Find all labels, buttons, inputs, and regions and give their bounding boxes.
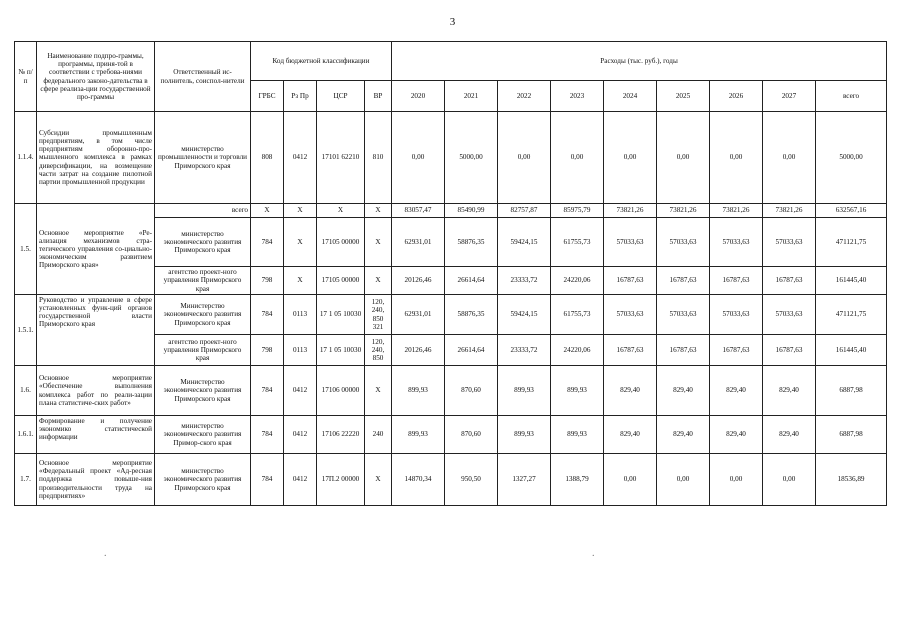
- value-cell: 899,93: [551, 416, 604, 454]
- value-cell: 16787,63: [657, 335, 710, 366]
- total-cell: 5000,00: [816, 112, 887, 204]
- row-executor: министерство экономического развития Приморского края: [155, 218, 251, 267]
- total-cell: 161445,40: [816, 335, 887, 366]
- value-cell: 57033,63: [604, 218, 657, 267]
- row-grbs: 784: [251, 416, 284, 454]
- value-cell: 16787,63: [763, 267, 816, 295]
- row-vr: 240: [365, 416, 392, 454]
- row-vr: Х: [365, 454, 392, 506]
- total-cell: 6887,98: [816, 366, 887, 416]
- value-cell: 0,00: [604, 112, 657, 204]
- value-cell: 899,93: [498, 416, 551, 454]
- row-csr: 17 1 05 10030: [317, 335, 365, 366]
- value-cell: 85490,99: [445, 204, 498, 218]
- footer-mark: .: [104, 548, 107, 559]
- value-cell: 16787,63: [657, 267, 710, 295]
- value-cell: 16787,63: [710, 267, 763, 295]
- table-row: [15, 366, 887, 416]
- value-cell: 59424,15: [498, 295, 551, 335]
- value-cell: 14870,34: [392, 454, 445, 506]
- header-vr: ВР: [365, 81, 392, 112]
- value-cell: 62931,01: [392, 218, 445, 267]
- value-cell: 16787,63: [604, 335, 657, 366]
- header-year: 2023: [551, 81, 604, 112]
- row-grbs: 784: [251, 218, 284, 267]
- value-cell: 1327,27: [498, 454, 551, 506]
- row-no: 1.7.: [15, 454, 37, 506]
- row-name: Основное мероприятие «Федеральный проект «Ад-ресная поддержка повыше-ния производительности труда на предприятиях»: [37, 454, 155, 506]
- value-cell: 0,00: [710, 112, 763, 204]
- row-csr: 17106 22220: [317, 416, 365, 454]
- table-row: [15, 454, 887, 506]
- value-cell: 0,00: [657, 112, 710, 204]
- value-cell: 16787,63: [604, 267, 657, 295]
- value-cell: 82757,87: [498, 204, 551, 218]
- value-cell: 85975,79: [551, 204, 604, 218]
- row-rzpr: 0113: [284, 295, 317, 335]
- row-name: Руководство и управление в сфере установленных функ-ций органов государственной власти Приморского края: [37, 295, 155, 366]
- row-vr: Х: [365, 366, 392, 416]
- value-cell: 829,40: [710, 416, 763, 454]
- header-year: 2025: [657, 81, 710, 112]
- row-grbs: 784: [251, 454, 284, 506]
- row-grbs: 784: [251, 295, 284, 335]
- value-cell: 24220,06: [551, 335, 604, 366]
- row-name: Основное мероприятие «Ре-ализация механизмов стра-тегического управления со-циально-экономическим развитием Приморского края»: [37, 204, 155, 295]
- total-cell: 161445,40: [816, 267, 887, 295]
- value-cell: 23333,72: [498, 267, 551, 295]
- row-executor: всего: [155, 204, 251, 218]
- value-cell: 58876,35: [445, 218, 498, 267]
- value-cell: 829,40: [763, 416, 816, 454]
- value-cell: 16787,63: [763, 335, 816, 366]
- value-cell: 0,00: [498, 112, 551, 204]
- row-csr: 17105 00000: [317, 267, 365, 295]
- header-row-1: [15, 42, 887, 81]
- budget-table: [14, 41, 887, 506]
- value-cell: 73821,26: [763, 204, 816, 218]
- row-vr: Х: [365, 204, 392, 218]
- value-cell: 16787,63: [710, 335, 763, 366]
- value-cell: 829,40: [604, 366, 657, 416]
- value-cell: 870,60: [445, 416, 498, 454]
- value-cell: 20126,46: [392, 267, 445, 295]
- value-cell: 0,00: [763, 454, 816, 506]
- table-row: [15, 204, 887, 218]
- value-cell: 73821,26: [604, 204, 657, 218]
- row-no: 1.1.4.: [15, 112, 37, 204]
- value-cell: 20126,46: [392, 335, 445, 366]
- value-cell: 829,40: [657, 416, 710, 454]
- row-name: Формирование и получение экономико статистической информации: [37, 416, 155, 454]
- value-cell: 829,40: [604, 416, 657, 454]
- header-grbs: ГРБС: [251, 81, 284, 112]
- value-cell: 61755,73: [551, 218, 604, 267]
- value-cell: 0,00: [604, 454, 657, 506]
- row-executor: министерство экономического развития Примор-ского края: [155, 416, 251, 454]
- row-no: 1.6.1.: [15, 416, 37, 454]
- value-cell: 59424,15: [498, 218, 551, 267]
- row-vr: 810: [365, 112, 392, 204]
- total-cell: 18536,89: [816, 454, 887, 506]
- row-executor: агентство проект-ного управления Приморского края: [155, 267, 251, 295]
- table-row: [15, 416, 887, 454]
- row-grbs: Х: [251, 204, 284, 218]
- value-cell: 73821,26: [710, 204, 763, 218]
- page-number: 3: [449, 16, 456, 28]
- header-year: 2022: [498, 81, 551, 112]
- row-executor: министерство экономического развития Приморского края: [155, 454, 251, 506]
- value-cell: 1388,79: [551, 454, 604, 506]
- row-executor: Министерство экономического развития Приморского края: [155, 366, 251, 416]
- header-executor: Ответственный ис-полнитель, соиспол-нители: [155, 42, 251, 112]
- row-name: Основное мероприятие «Обеспечение выполнения комплекса работ по реали-зации плана статистиче-ских работ»: [37, 366, 155, 416]
- value-cell: 57033,63: [657, 218, 710, 267]
- row-csr: Х: [317, 204, 365, 218]
- header-year: 2024: [604, 81, 657, 112]
- row-no: 1.5.: [15, 204, 37, 295]
- value-cell: 24220,06: [551, 267, 604, 295]
- value-cell: 73821,26: [657, 204, 710, 218]
- footer-mark: .: [592, 548, 595, 559]
- row-grbs: 784: [251, 366, 284, 416]
- row-vr: 120, 240, 850: [365, 335, 392, 366]
- row-csr: 17105 00000: [317, 218, 365, 267]
- value-cell: 829,40: [763, 366, 816, 416]
- value-cell: 899,93: [392, 416, 445, 454]
- value-cell: 58876,35: [445, 295, 498, 335]
- value-cell: 0,00: [657, 454, 710, 506]
- value-cell: 83057,47: [392, 204, 445, 218]
- row-no: 1.6.: [15, 366, 37, 416]
- row-executor: агентство проект-ного управления Приморского края: [155, 335, 251, 366]
- value-cell: 0,00: [763, 112, 816, 204]
- value-cell: 899,93: [551, 366, 604, 416]
- row-rzpr: 0412: [284, 416, 317, 454]
- row-csr: 17106 00000: [317, 366, 365, 416]
- row-vr: Х: [365, 267, 392, 295]
- value-cell: 899,93: [498, 366, 551, 416]
- header-budget-code: Код бюджетной классификации: [251, 42, 392, 81]
- value-cell: 23333,72: [498, 335, 551, 366]
- row-rzpr: 0412: [284, 112, 317, 204]
- header-year: 2020: [392, 81, 445, 112]
- row-csr: 17 1 05 10030: [317, 295, 365, 335]
- value-cell: 5000,00: [445, 112, 498, 204]
- value-cell: 57033,63: [763, 295, 816, 335]
- row-rzpr: Х: [284, 267, 317, 295]
- total-cell: 632567,16: [816, 204, 887, 218]
- value-cell: 899,93: [392, 366, 445, 416]
- value-cell: 870,60: [445, 366, 498, 416]
- value-cell: 57033,63: [710, 295, 763, 335]
- row-grbs: 808: [251, 112, 284, 204]
- header-year: 2027: [763, 81, 816, 112]
- row-vr: Х: [365, 218, 392, 267]
- total-cell: 471121,75: [816, 295, 887, 335]
- value-cell: 26614,64: [445, 335, 498, 366]
- header-no: № п/п: [15, 42, 37, 112]
- value-cell: 829,40: [657, 366, 710, 416]
- value-cell: 57033,63: [763, 218, 816, 267]
- row-csr: 17101 62210: [317, 112, 365, 204]
- header-name: Наименование подпро-граммы, программы, приня-той в соответствии с требова-ниями федерального законо-дательства в сфере реализа-ции государственной про-граммы: [37, 42, 155, 112]
- value-cell: 26614,64: [445, 267, 498, 295]
- row-rzpr: 0412: [284, 366, 317, 416]
- row-grbs: 798: [251, 267, 284, 295]
- row-grbs: 798: [251, 335, 284, 366]
- value-cell: 0,00: [551, 112, 604, 204]
- row-csr: 17П.2 00000: [317, 454, 365, 506]
- value-cell: 950,50: [445, 454, 498, 506]
- row-rzpr: Х: [284, 204, 317, 218]
- row-rzpr: 0412: [284, 454, 317, 506]
- row-rzpr: Х: [284, 218, 317, 267]
- row-executor: Министерство экономического развития Приморского края: [155, 295, 251, 335]
- value-cell: 829,40: [710, 366, 763, 416]
- header-total: всего: [816, 81, 887, 112]
- value-cell: 57033,63: [657, 295, 710, 335]
- value-cell: 62931,01: [392, 295, 445, 335]
- row-name: Субсидии промышленным предприятиям, в том числе предприятиям оборонно-про-мышленного комплекса в рамках диверсификации, на возмещение части затрат на создание пилотной партии промышленной продукции: [37, 112, 155, 204]
- total-cell: 6887,98: [816, 416, 887, 454]
- row-vr: 120, 240, 850 321: [365, 295, 392, 335]
- row-rzpr: 0113: [284, 335, 317, 366]
- row-executor: министерство промышленности и торговли Приморского края: [155, 112, 251, 204]
- header-expenses: Расходы (тыс. руб.), годы: [392, 42, 887, 81]
- header-csr: ЦСР: [317, 81, 365, 112]
- table-row: [15, 112, 887, 204]
- header-rzpr: Рз Пр: [284, 81, 317, 112]
- value-cell: 57033,63: [710, 218, 763, 267]
- table-row: [15, 295, 887, 335]
- row-no: 1.5.1.: [15, 295, 37, 366]
- value-cell: 61755,73: [551, 295, 604, 335]
- value-cell: 0,00: [392, 112, 445, 204]
- header-year: 2026: [710, 81, 763, 112]
- total-cell: 471121,75: [816, 218, 887, 267]
- header-year: 2021: [445, 81, 498, 112]
- value-cell: 0,00: [710, 454, 763, 506]
- value-cell: 57033,63: [604, 295, 657, 335]
